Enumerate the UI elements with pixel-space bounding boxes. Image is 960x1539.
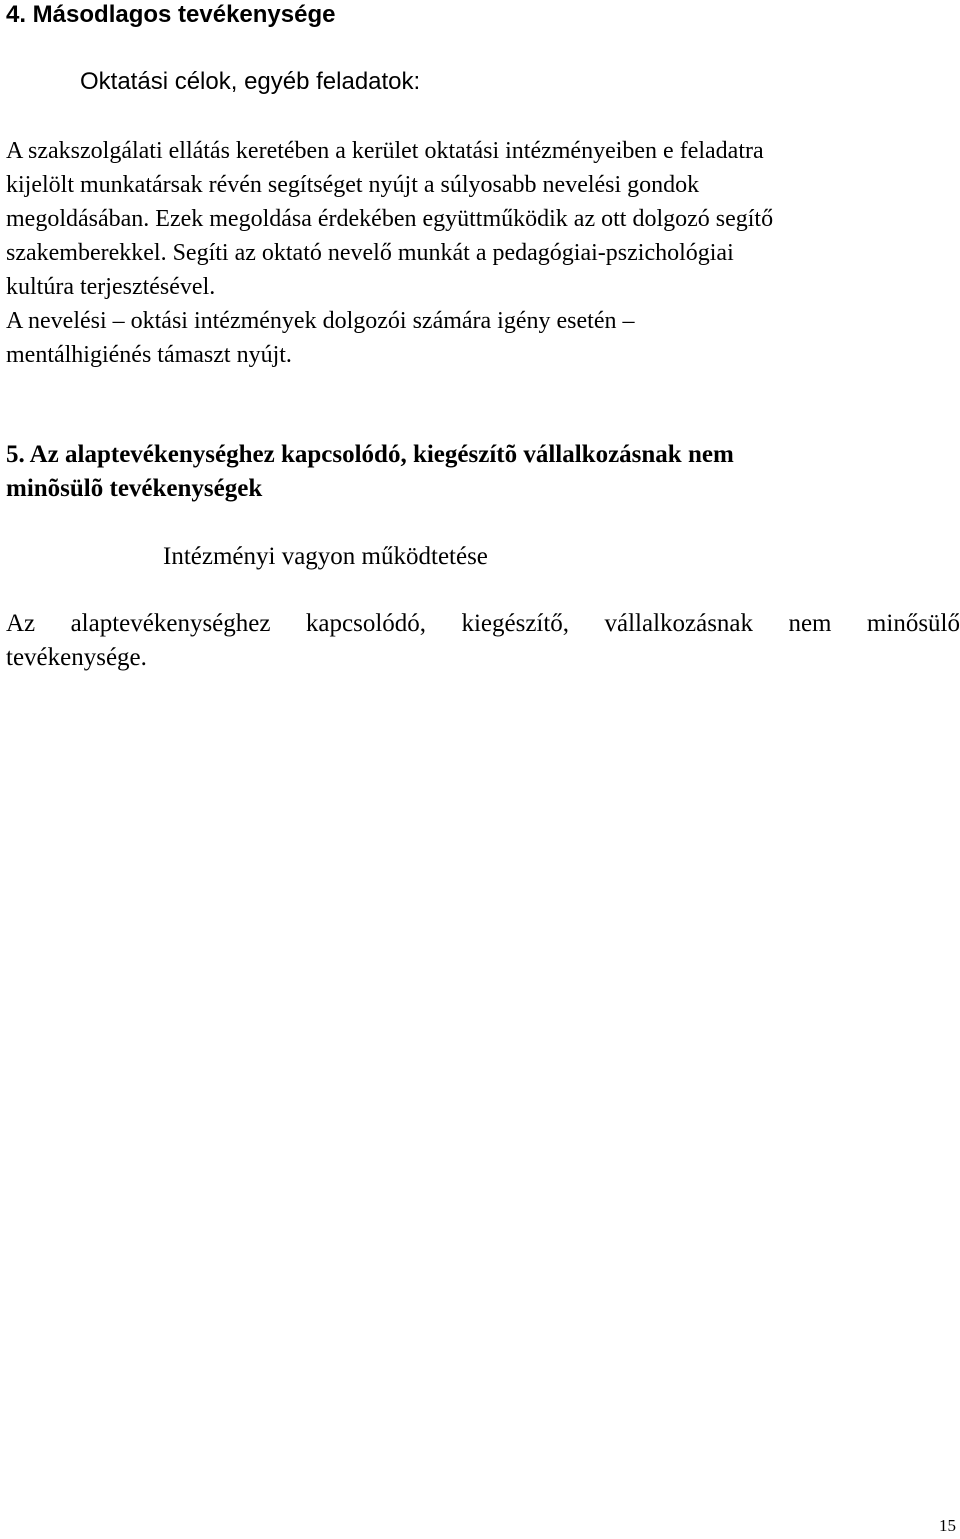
heading-line: 5. Az alaptevékenységhez kapcsolódó, kiegészítõ vállalkozásnak nem bbox=[6, 441, 734, 468]
paragraph-line: A szakszolgálati ellátás keretében a kerület oktatási intézményeiben e feladatra bbox=[6, 138, 764, 164]
page-number: 15 bbox=[939, 1516, 956, 1535]
paragraph-line: szakemberekkel. Segíti az oktató nevelő munkát a pedagógiai-pszichológiai bbox=[6, 240, 734, 266]
section-5-heading bbox=[6, 438, 734, 506]
paragraph-line: megoldásában. Ezek megoldása érdekében együttműködik az ott dolgozó segítő bbox=[6, 206, 774, 232]
paragraph-line: mentálhigiénés támaszt nyújt. bbox=[6, 342, 292, 368]
paragraph-line: kijelölt munkatársak révén segítséget nyújt a súlyosabb nevelési gondok bbox=[6, 172, 700, 198]
heading-line: minõsülõ tevékenységek bbox=[6, 475, 263, 502]
section-4-paragraph bbox=[6, 134, 773, 372]
paragraph-line: Az alaptevékenységhez kapcsolódó, kiegészítő, vállalkozásnak nem minősülő bbox=[6, 610, 960, 637]
section-4-subheading: Oktatási célok, egyéb feladatok: bbox=[80, 68, 421, 95]
paragraph-line: kultúra terjesztésével. bbox=[6, 274, 216, 300]
section-4-heading: 4. Másodlagos tevékenysége bbox=[6, 1, 336, 28]
section-5-subheading: Intézményi vagyon működtetése bbox=[163, 543, 488, 570]
section-5-paragraph bbox=[6, 607, 960, 675]
paragraph-line: A nevelési – oktási intézmények dolgozói számára igény esetén – bbox=[6, 308, 635, 334]
paragraph-line: tevékenysége. bbox=[6, 644, 147, 671]
